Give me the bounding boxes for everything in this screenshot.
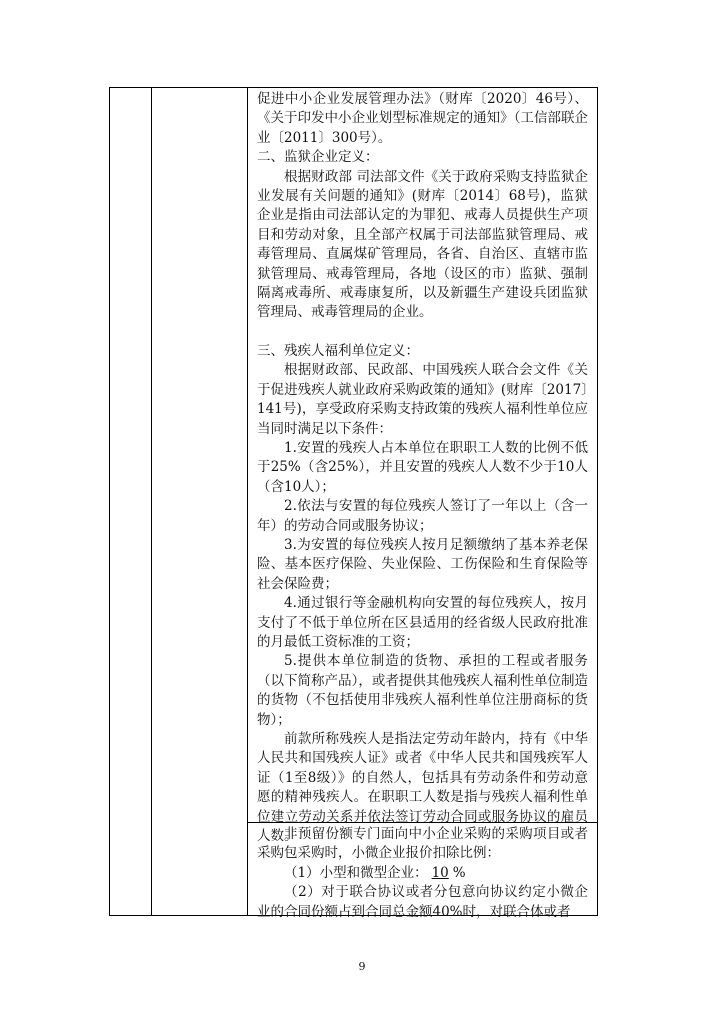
price-deduction-intro: 非预留份额专门面向中小企业采购的采购项目或者采购包采购时，小微企业报价扣除比例：	[257, 826, 588, 862]
condition-1: 1.安置的残疾人占本单位在职职工人数的比例不低于25%（含25%），并且安置的残疾人人数不少于10人（含10人）；	[257, 439, 588, 495]
small-micro-rate: 10	[431, 864, 449, 881]
small-micro-label: （1）小型和微型企业：	[284, 864, 428, 881]
disabled-intro: 根据财政部、民政部、中国残疾人联合会文件《关于促进残疾人就业政府采购政策的通知》(财库〔2017〕141号)，享受政府采购支持政策的残疾人福利性单位应当同时满足以下条件：	[257, 362, 588, 437]
table-column-content	[248, 88, 597, 920]
table-column-index	[110, 88, 152, 915]
table-column-item	[151, 88, 248, 915]
condition-5: 5.提供本单位制造的货物、承担的工程或者服务（以下简称产品），或者提供其他残疾人福利性单位制造的货物（不包括使用非残疾人福利性单位注册商标的货物）；	[257, 653, 588, 728]
disabled-closing: 前款所称残疾人是指法定劳动年龄内，持有《中华人民共和国残疾人证》或者《中华人民共和国残疾军人证（1至8级）》的自然人，包括具有劳动条件和劳动意愿的精神残疾人。在职职工人数是指与残疾人福利性单位建立劳动关系并依法签订劳动合同或服务协议的雇员人数。	[257, 731, 588, 845]
sme-reference-text: 促进中小企业发展管理办法》（财库〔2020〕46号）、《关于印发中小企业划型标准规定的通知》（工信部联企业〔2011〕300号）。	[257, 91, 588, 146]
condition-2: 2.依法与安置的每位残疾人签订了一年以上（含一年）的劳动合同或服务协议；	[257, 498, 588, 534]
condition-4: 4.通过银行等金融机构向安置的每位残疾人，按月支付了不低于单位所在区县适用的经省级人民政府批准的月最低工资标准的工资；	[257, 595, 588, 650]
page-number: 9	[358, 960, 366, 973]
small-micro-percent: %	[452, 864, 466, 881]
price-deduction-cell	[248, 823, 597, 920]
prison-definition: 根据财政部 司法部文件《关于政府采购支持监狱企业发展有关问题的通知》(财库〔2014〕68号)，监狱企业是指由司法部认定的为罪犯、戒毒人员提供生产项目和劳动对象，且全部产权属于司法部监狱管理局、戒毒管理局、直属煤矿管理局，各省、自治区、直辖市监狱管理局、戒毒管理局，各地（设区的市）监狱、强制隔离戒毒所、戒毒康复所，以及新疆生产建设兵团监狱管理局、戒毒管理局的企业。	[257, 168, 588, 321]
prison-heading: 二、监狱企业定义：	[257, 149, 379, 166]
consortium-item: （2）对于联合协议或者分包意向协议约定小微企业的合同份额占到合同总金额40%时，对联合体或者	[257, 884, 588, 920]
condition-3: 3.为安置的每位残疾人按月足额缴纳了基本养老保险、基本医疗保险、失业保险、工伤保险和生育保险等社会保险费；	[257, 536, 588, 592]
small-micro-item	[257, 864, 588, 883]
disabled-heading: 三、残疾人福利单位定义：	[257, 342, 419, 359]
document-table	[109, 87, 598, 920]
